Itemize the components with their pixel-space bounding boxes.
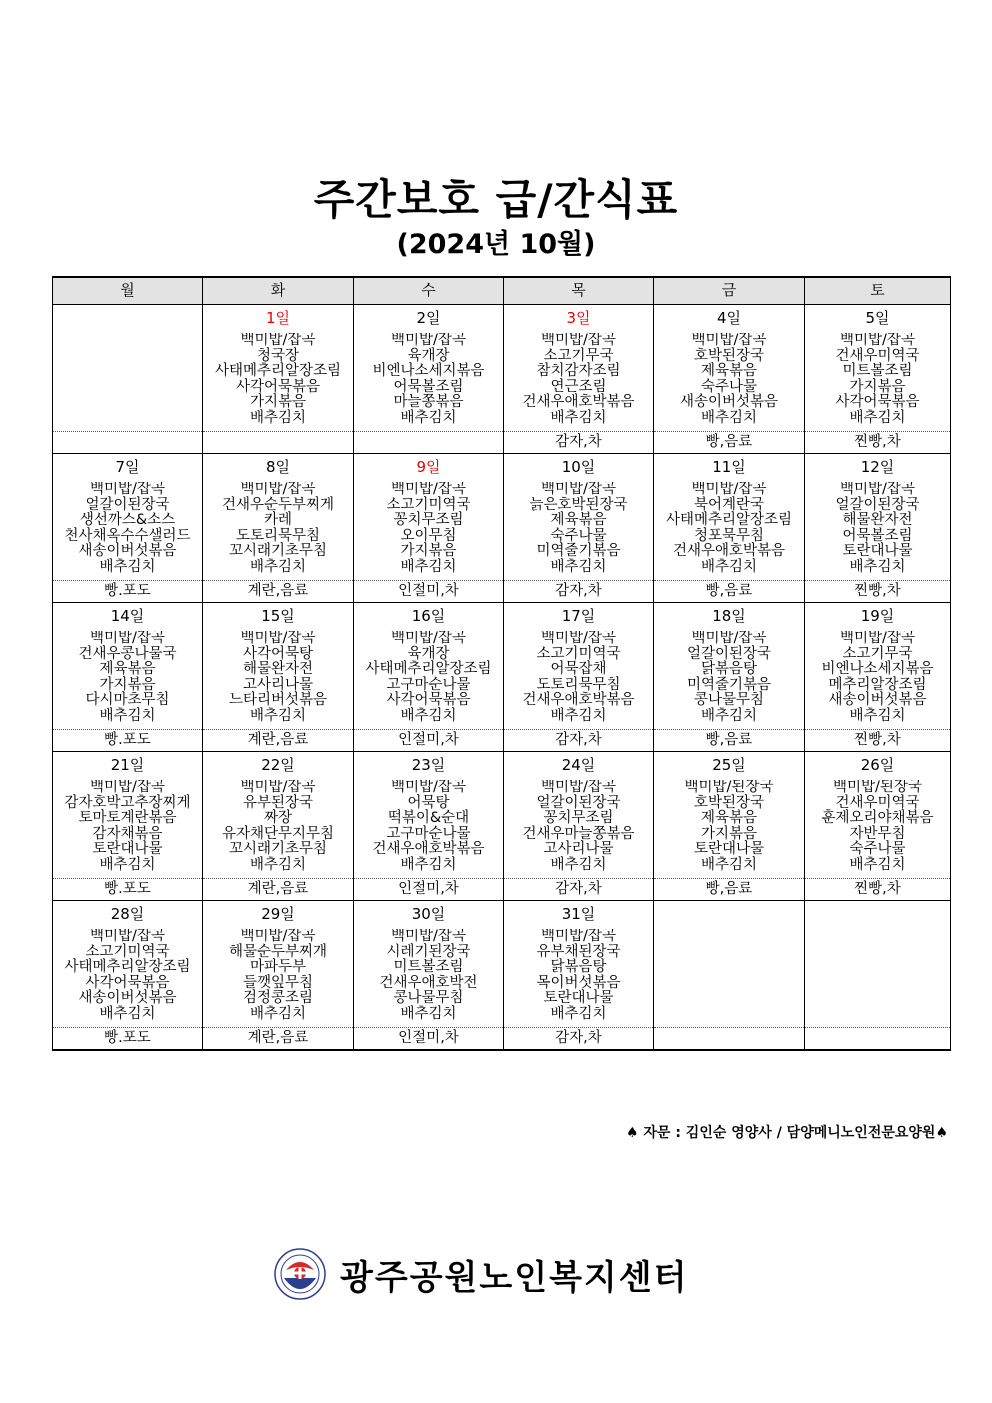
- meal-item: 얼갈이된장국: [536, 794, 621, 811]
- meal-item: 자반무침: [849, 825, 906, 842]
- meal-item: 백미밥/잡곡: [90, 929, 165, 944]
- meal-item: 건새우애호박전: [379, 974, 478, 991]
- meal-item: 고구마순나물: [386, 825, 471, 842]
- meal-item: 백미밥/잡곡: [90, 631, 165, 646]
- meal-item: 들깻잎무침: [242, 974, 314, 991]
- date-row: [53, 603, 951, 632]
- meal-item: 백미밥/잡곡: [840, 482, 915, 497]
- day-snack: 빵,음료: [654, 879, 805, 901]
- meal-item: 배추김치: [400, 707, 457, 724]
- day-date: [654, 901, 805, 930]
- meal-item: 콩나물무침: [693, 692, 765, 709]
- day-meals: [354, 780, 504, 879]
- meal-item: 배추김치: [849, 558, 906, 575]
- meal-item: 생선까스&소스: [79, 512, 176, 529]
- meal-item: 제육볶음: [99, 661, 156, 678]
- meal-item: 배추김치: [249, 558, 307, 575]
- meal-item: 감자채볶음: [92, 825, 163, 842]
- meal-item: 육개장: [407, 645, 450, 662]
- meal-item: 고사리나물: [242, 676, 314, 693]
- meal-item: 백미밥/잡곡: [240, 631, 316, 646]
- day-date: 18일: [654, 603, 805, 632]
- snack-row: [53, 581, 951, 603]
- day-meals: [203, 631, 354, 730]
- meal-item: 백미밥/잡곡: [240, 482, 316, 497]
- meal-item: 호박된장국: [693, 794, 765, 811]
- meal-item: 배추김치: [849, 409, 906, 426]
- meal-item: 사각어묵볶음: [235, 378, 321, 395]
- meal-item: 소고기미역국: [536, 645, 621, 662]
- meal-item: 고구마순나물: [386, 676, 471, 693]
- meal-item: 건새우마늘쫑볶음: [522, 825, 635, 842]
- page-subtitle: (2024년 10월): [396, 229, 596, 260]
- day-meals: [203, 780, 354, 879]
- meal-item: 감자호박고추장찌게: [64, 794, 191, 811]
- day-meals: [504, 780, 654, 879]
- meal-item: 백미밥/잡곡: [391, 780, 466, 795]
- day-snack: 빵.포도: [53, 581, 203, 603]
- organization-name: 광주공원노인복지센터: [340, 1257, 689, 1298]
- day-meals: [53, 333, 203, 432]
- meal-item: 건새우애호박볶음: [522, 692, 635, 709]
- day-meals: [654, 780, 805, 879]
- meal-item: 배추김치: [249, 707, 307, 724]
- meal-row: [53, 333, 951, 432]
- meal-item: 백미밥/잡곡: [391, 333, 466, 348]
- day-snack: 빵,음료: [654, 581, 805, 603]
- meal-item: 미트볼조림: [393, 959, 464, 976]
- meal-item: 사각어묵탕: [242, 645, 314, 662]
- day-date: 29일: [203, 901, 354, 930]
- snack-row: [53, 1028, 951, 1051]
- meal-item: 느타리버섯볶음: [228, 692, 328, 709]
- meal-item: 배추김치: [99, 856, 156, 873]
- day-meals: [504, 631, 654, 730]
- day-snack: 빵.포도: [53, 879, 203, 901]
- meal-item: 어묵탕: [407, 794, 450, 811]
- meal-item: 건새우애호박볶음: [522, 394, 635, 411]
- meal-item: 어묵잡채: [550, 661, 607, 678]
- meal-item: 새송이버섯볶음: [679, 394, 779, 411]
- meal-item: 건새우애호박볶음: [372, 841, 485, 858]
- snack-row: [53, 432, 951, 454]
- meal-item: 유부된장국: [242, 794, 314, 811]
- meal-item: 토란대나물: [693, 841, 765, 858]
- day-snack: 찐빵,차: [805, 879, 951, 901]
- meal-item: 백미밥/잡곡: [840, 631, 915, 646]
- day-date: 23일: [354, 752, 504, 781]
- meal-item: 메추리알장조림: [828, 676, 927, 693]
- day-snack: 감자,차: [504, 1028, 654, 1051]
- day-date: 5일: [805, 305, 951, 334]
- day-snack: [805, 1028, 951, 1051]
- meal-item: 사각어묵볶음: [386, 692, 471, 709]
- meal-item: 백미밥/잡곡: [90, 780, 165, 795]
- meal-item: 사태메추리알장조림: [64, 959, 191, 976]
- day-snack: 인절미,차: [354, 730, 504, 752]
- meal-item: 연근조림: [550, 378, 607, 395]
- meal-item: 백미밥/잡곡: [240, 780, 316, 795]
- meal-item: 백미밥/잡곡: [391, 929, 466, 944]
- meal-item: 배추김치: [550, 707, 607, 724]
- day-snack: 빵,음료: [654, 730, 805, 752]
- date-row: [53, 454, 951, 483]
- day-meals: [53, 631, 203, 730]
- meal-item: 가지볶음: [99, 676, 156, 693]
- advisory-note: ♠ 자문 : 김인순 영양사 / 담양메니노인전문요양원♠: [625, 1125, 948, 1141]
- meal-item: 미트볼조림: [842, 363, 913, 380]
- day-snack: 감자,차: [504, 432, 654, 454]
- meal-item: 백미밥/잡곡: [541, 482, 616, 497]
- weekday-header-row: [53, 277, 951, 305]
- meal-item: 토마토계란볶음: [78, 810, 177, 827]
- meal-item: 백미밥/잡곡: [240, 333, 316, 348]
- meal-item: 배추김치: [550, 409, 607, 426]
- meal-item: 카레: [263, 512, 292, 529]
- meal-item: 가지볶음: [849, 378, 906, 395]
- day-meals: [805, 631, 951, 730]
- day-snack: 감자,차: [504, 581, 654, 603]
- meal-item: 백미밥/잡곡: [541, 333, 616, 348]
- day-meals: [654, 631, 805, 730]
- day-date: 15일: [203, 603, 354, 632]
- day-date: 1일: [203, 305, 354, 334]
- day-date: 3일: [504, 305, 654, 334]
- day-snack: 찐빵,차: [805, 581, 951, 603]
- meal-item: 호박된장국: [693, 347, 765, 364]
- meal-item: 백미밥/잡곡: [541, 780, 616, 795]
- meal-item: 제육볶음: [700, 363, 758, 380]
- date-row: [53, 901, 951, 930]
- meal-item: 콩나물무침: [393, 990, 464, 1007]
- day-date: 4일: [654, 305, 805, 334]
- meal-item: 소고기무국: [543, 347, 614, 364]
- meal-item: 천사채옥수수샐러드: [64, 527, 191, 544]
- day-date: 22일: [203, 752, 354, 781]
- day-date: 16일: [354, 603, 504, 632]
- day-meals: [354, 929, 504, 1028]
- snack-row: [53, 730, 951, 752]
- meal-item: 고사리나물: [543, 841, 614, 858]
- meal-item: 유부채된장국: [536, 943, 621, 960]
- meal-item: 사각어묵볶음: [85, 974, 170, 991]
- meal-item: 소고기미역국: [85, 943, 170, 960]
- day-snack: 찐빵,차: [805, 730, 951, 752]
- meal-item: 마파두부: [249, 959, 307, 976]
- meal-item: 미역줄기볶음: [536, 543, 621, 560]
- day-snack: 빵,음료: [654, 432, 805, 454]
- meal-item: 해물완자전: [842, 512, 913, 529]
- meal-item: 건새우콩나물국: [78, 645, 177, 662]
- day-snack: 감자,차: [504, 879, 654, 901]
- snack-row: [53, 879, 951, 901]
- meal-item: 청국장: [256, 347, 300, 364]
- meal-item: 소고기무국: [842, 645, 913, 662]
- day-snack: 계란,음료: [203, 1028, 354, 1051]
- meal-item: 짜장: [263, 810, 292, 827]
- day-meals: [654, 333, 805, 432]
- day-meals: [53, 929, 203, 1028]
- day-meals: [203, 929, 354, 1028]
- meal-item: 가지볶음: [249, 394, 307, 411]
- day-meals: [504, 333, 654, 432]
- day-meals: [805, 482, 951, 581]
- meal-item: 배추김치: [700, 558, 758, 575]
- meal-item: 백미밥/잡곡: [840, 333, 915, 348]
- day-meals: [354, 333, 504, 432]
- day-meals: [53, 780, 203, 879]
- footer: [274, 1248, 688, 1300]
- meal-item: 사태메추리알장조림: [365, 661, 492, 678]
- meal-item: 시레기된장국: [386, 943, 471, 960]
- meal-item: 건새우순두부찌게: [221, 496, 335, 513]
- day-date: 14일: [53, 603, 203, 632]
- meal-row: [53, 631, 951, 730]
- meal-item: 늙은호박된장국: [529, 496, 628, 513]
- meal-item: 청포묵무침: [693, 527, 765, 544]
- meal-item: 소고기미역국: [386, 496, 471, 513]
- meal-item: 배추김치: [700, 856, 758, 873]
- meal-item: 배추김치: [400, 1005, 457, 1022]
- day-date: 31일: [504, 901, 654, 930]
- day-snack: 인절미,차: [354, 1028, 504, 1051]
- meal-item: 가지볶음: [400, 543, 457, 560]
- day-snack: 계란,음료: [203, 879, 354, 901]
- meal-schedule-table: [52, 276, 951, 1051]
- meal-item: 배추김치: [400, 409, 457, 426]
- meal-item: 얼갈이된장국: [835, 496, 920, 513]
- meal-item: 새송이버섯볶음: [828, 692, 927, 709]
- meal-item: 비엔나소세지볶음: [821, 661, 934, 678]
- weekday-header: 토: [805, 277, 951, 305]
- meal-item: 어묵볼조림: [393, 378, 464, 395]
- meal-item: 건새우미역국: [835, 794, 920, 811]
- meal-item: 얼갈이된장국: [686, 645, 772, 662]
- day-meals: [805, 929, 951, 1028]
- meal-item: 토란대나물: [543, 990, 614, 1007]
- meal-item: 백미밥/잡곡: [541, 929, 616, 944]
- day-meals: [805, 333, 951, 432]
- meal-item: 꼬시래기초무침: [228, 841, 328, 858]
- weekday-header: 금: [654, 277, 805, 305]
- meal-item: 해물완자전: [242, 661, 314, 678]
- day-meals: [203, 333, 354, 432]
- meal-item: 백미밥/잡곡: [691, 631, 767, 646]
- meal-item: 어묵볼조림: [842, 527, 913, 544]
- meal-item: 비엔나소세지볶음: [372, 363, 485, 380]
- meal-item: 배추김치: [550, 558, 607, 575]
- day-date: 21일: [53, 752, 203, 781]
- meal-item: 백미밥/잡곡: [90, 482, 165, 497]
- meal-item: 꽁치무조림: [543, 810, 614, 827]
- meal-item: 토란대나물: [92, 841, 163, 858]
- meal-item: 다시마초무침: [85, 692, 170, 709]
- meal-item: 닭볶음탕: [700, 661, 758, 678]
- meal-item: 유자채단무지무침: [221, 825, 335, 842]
- day-date: 8일: [203, 454, 354, 483]
- meal-item: 훈제오리야채볶음: [821, 810, 934, 827]
- day-date: 12일: [805, 454, 951, 483]
- meal-item: 육개장: [407, 347, 450, 364]
- meal-item: 사태메추리알장조림: [665, 512, 793, 529]
- meal-item: 배추김치: [849, 707, 906, 724]
- meal-item: 얼갈이된장국: [85, 496, 170, 513]
- day-meals: [805, 780, 951, 879]
- meal-item: 배추김치: [249, 856, 307, 873]
- day-snack: 빵.포도: [53, 730, 203, 752]
- meal-item: 배추김치: [849, 856, 906, 873]
- meal-item: 도토리묵무침: [536, 676, 621, 693]
- day-date: [805, 901, 951, 930]
- meal-item: 배추김치: [550, 856, 607, 873]
- meal-row: [53, 780, 951, 879]
- day-date: 10일: [504, 454, 654, 483]
- date-row: [53, 752, 951, 781]
- day-meals: [53, 482, 203, 581]
- day-date: 11일: [654, 454, 805, 483]
- meal-item: 건새우미역국: [835, 347, 920, 364]
- meal-schedule-body: [53, 305, 951, 1051]
- meal-item: 백미밥/된장국: [684, 780, 774, 795]
- meal-item: 배추김치: [700, 409, 758, 426]
- weekday-header: 수: [354, 277, 504, 305]
- day-snack: 계란,음료: [203, 730, 354, 752]
- meal-item: 배추김치: [99, 558, 156, 575]
- center-emblem-icon: [274, 1248, 326, 1300]
- meal-item: 숙주나물: [700, 378, 758, 395]
- meal-item: 배추김치: [400, 856, 457, 873]
- meal-row: [53, 482, 951, 581]
- meal-item: 사태메추리알장조림: [214, 363, 342, 380]
- meal-item: 배추김치: [550, 1005, 607, 1022]
- meal-item: 토란대나물: [842, 543, 913, 560]
- meal-item: 해물순두부찌개: [228, 943, 328, 960]
- meal-item: 배추김치: [99, 1005, 156, 1022]
- day-snack: 찐빵,차: [805, 432, 951, 454]
- meal-row: [53, 929, 951, 1028]
- meal-item: 미역줄기볶음: [686, 676, 772, 693]
- meal-item: 닭볶음탕: [550, 959, 607, 976]
- day-snack: 인절미,차: [354, 581, 504, 603]
- weekday-header: 월: [53, 277, 203, 305]
- day-date: 24일: [504, 752, 654, 781]
- meal-item: 마늘쫑볶음: [393, 394, 464, 411]
- page-title: 주간보호 급/간식표: [313, 175, 679, 224]
- day-date: 28일: [53, 901, 203, 930]
- meal-item: 오이무침: [400, 527, 457, 544]
- day-date: 7일: [53, 454, 203, 483]
- meal-item: 새송이버섯볶음: [78, 543, 177, 560]
- meal-item: 도토리묵무침: [235, 527, 321, 544]
- day-snack: [203, 432, 354, 454]
- meal-item: 백미밥/잡곡: [240, 929, 316, 944]
- day-meals: [354, 482, 504, 581]
- day-snack: 계란,음료: [203, 581, 354, 603]
- day-date: 17일: [504, 603, 654, 632]
- day-date: 2일: [354, 305, 504, 334]
- meal-item: 숙주나물: [550, 527, 607, 544]
- meal-item: 북어계란국: [693, 496, 765, 513]
- day-date: 30일: [354, 901, 504, 930]
- meal-item: 숙주나물: [849, 841, 906, 858]
- meal-item: 건새우애호박볶음: [672, 543, 786, 560]
- weekday-header: 목: [504, 277, 654, 305]
- day-meals: [654, 929, 805, 1028]
- day-meals: [654, 482, 805, 581]
- meal-item: 배추김치: [249, 409, 307, 426]
- day-snack: 인절미,차: [354, 879, 504, 901]
- day-date: 25일: [654, 752, 805, 781]
- meal-item: 배추김치: [99, 707, 156, 724]
- meal-item: 새송이버섯볶음: [78, 990, 177, 1007]
- day-snack: 감자,차: [504, 730, 654, 752]
- meal-item: 제육볶음: [700, 810, 758, 827]
- day-snack: [654, 1028, 805, 1051]
- meal-item: 검정콩조림: [242, 990, 314, 1007]
- meal-item: 사각어묵볶음: [835, 394, 920, 411]
- day-date: 9일: [354, 454, 504, 483]
- meal-item: 백미밥/된장국: [833, 780, 922, 795]
- meal-item: 백미밥/잡곡: [691, 482, 767, 497]
- day-meals: [504, 482, 654, 581]
- meal-item: 참치감자조림: [536, 363, 621, 380]
- meal-item: 백미밥/잡곡: [391, 482, 466, 497]
- day-snack: 빵.포도: [53, 1028, 203, 1051]
- day-date: [53, 305, 203, 334]
- day-meals: [354, 631, 504, 730]
- meal-item: 백미밥/잡곡: [691, 333, 767, 348]
- meal-item: 목이버섯볶음: [536, 974, 621, 991]
- meal-item: 꼬시래기초무침: [228, 543, 328, 560]
- day-date: 26일: [805, 752, 951, 781]
- meal-item: 제육볶음: [550, 512, 607, 529]
- day-snack: [53, 432, 203, 454]
- meal-item: 꽁치무조림: [393, 512, 464, 529]
- meal-item: 배추김치: [700, 707, 758, 724]
- weekday-header: 화: [203, 277, 354, 305]
- meal-item: 떡볶이&순대: [387, 810, 470, 827]
- date-row: [53, 305, 951, 334]
- day-meals: [504, 929, 654, 1028]
- day-date: 19일: [805, 603, 951, 632]
- day-meals: [203, 482, 354, 581]
- meal-item: 백미밥/잡곡: [391, 631, 466, 646]
- meal-item: 가지볶음: [700, 825, 758, 842]
- day-snack: [354, 432, 504, 454]
- meal-item: 백미밥/잡곡: [541, 631, 616, 646]
- meal-item: 배추김치: [249, 1005, 307, 1022]
- meal-item: 배추김치: [400, 558, 457, 575]
